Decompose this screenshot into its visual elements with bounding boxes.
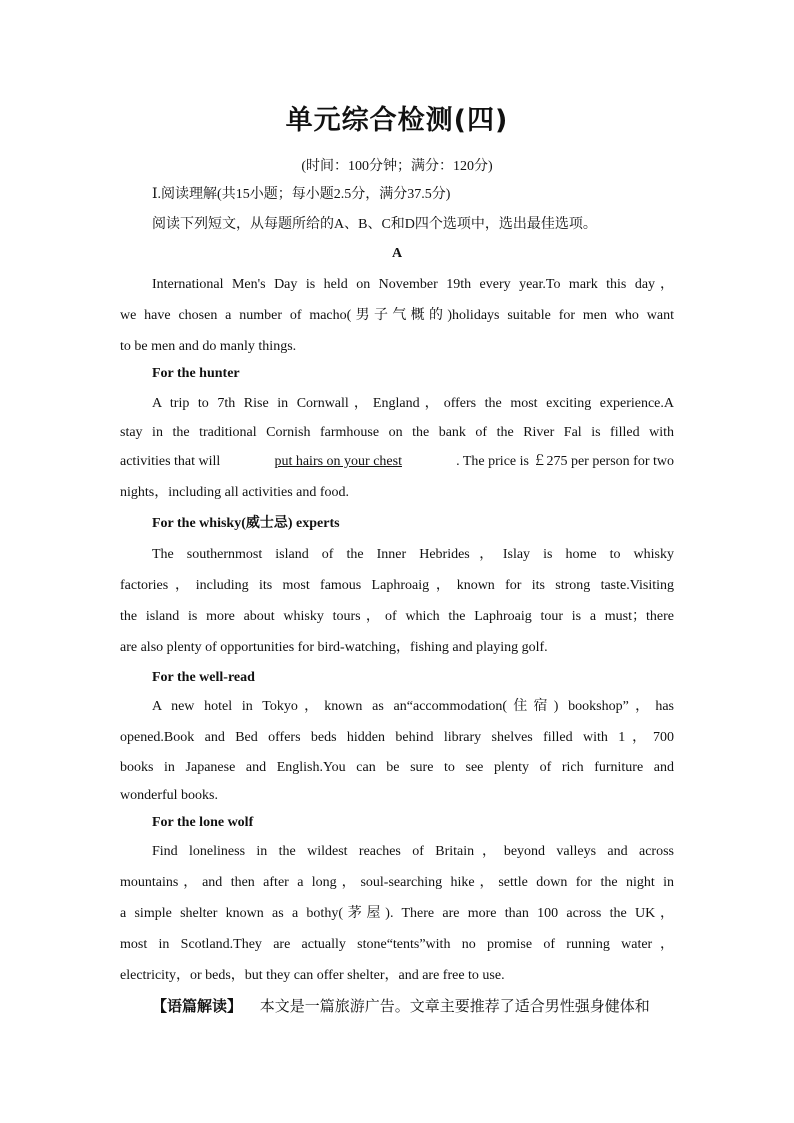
lonewolf-line: electricity，or beds，but they can offer shelter，and are free to use. xyxy=(120,968,505,983)
wellread-line: books in Japanese and English.You can be sure to see plenty of rich furniture and xyxy=(120,760,674,775)
underlined-phrase: put hairs on your chest xyxy=(274,454,402,469)
whisky-line: are also plenty of opportunities for bird-watching，fishing and playing golf. xyxy=(120,640,548,655)
analysis-line xyxy=(152,997,650,1017)
heading-wellread: For the well-read xyxy=(152,670,255,685)
lonewolf-line: a simple shelter known as a bothy(茅屋). There are more than 100 across the UK， xyxy=(120,906,674,921)
whisky-line: factories，including its most famous Laphroaig，known for its strong taste.Visiting xyxy=(120,578,674,593)
analysis-text: 本文是一篇旅游广告。文章主要推荐了适合男性强身健体和 xyxy=(259,999,650,1015)
lonewolf-line: mountains，and then after a long，soul-searching hike，settle down for the night in xyxy=(120,875,674,890)
intro-line: we have chosen a number of macho(男子气概的)holidays suitable for men who want xyxy=(120,308,674,323)
hunter-line: stay in the traditional Cornish farmhouse on the bank of the River Fal is filled with xyxy=(120,425,674,440)
intro-line: International Men's Day is held on November 19th every year.To mark this day， xyxy=(152,277,674,292)
hunter-line xyxy=(120,452,674,472)
whisky-line: the island is more about whisky tours，of which the Laphroaig tour is a must；there xyxy=(120,609,674,624)
heading-lonewolf: For the lone wolf xyxy=(152,815,254,830)
heading-whisky: For the whisky(威士忌) experts xyxy=(152,516,340,531)
instruction-text: 阅读下列短文，从每题所给的A、B、C和D四个选项中，选出最佳选项。 xyxy=(152,217,597,232)
wellread-line: A new hotel in Tokyo，known as an“accommodation(住宿) bookshop”，has xyxy=(152,699,674,714)
hunter-line: nights，including all activities and food. xyxy=(120,485,350,500)
hunter-text: . The price is ￡275 per person for two xyxy=(456,454,674,469)
wellread-line: opened.Book and Bed offers beds hidden behind library shelves filled with 1，700 xyxy=(120,730,674,745)
hunter-line: A trip to 7th Rise in Cornwall，England，offers the most exciting experience.A xyxy=(152,396,674,411)
heading-hunter: For the hunter xyxy=(152,366,240,381)
section-heading: Ⅰ.阅读理解(共15小题；每小题2.5分，满分37.5分) xyxy=(152,187,451,202)
lonewolf-line: Find loneliness in the wildest reaches of Britain，beyond valleys and across xyxy=(152,844,674,859)
time-score-note: (时间：100分钟；满分：120分) xyxy=(301,159,493,174)
whisky-line: The southernmost island of the Inner Hebrides，Islay is home to whisky xyxy=(152,547,674,562)
wellread-line: wonderful books. xyxy=(120,788,218,803)
lonewolf-line: most in Scotland.They are actually stone“tents”with no promise of running water， xyxy=(120,937,674,952)
analysis-label: 【语篇解读】 xyxy=(152,999,243,1015)
intro-line: to be men and do manly things. xyxy=(120,339,297,354)
passage-label: A xyxy=(391,246,403,261)
page-title: 单元综合检测(四) xyxy=(285,105,509,136)
hunter-text: activities that will xyxy=(120,454,221,469)
